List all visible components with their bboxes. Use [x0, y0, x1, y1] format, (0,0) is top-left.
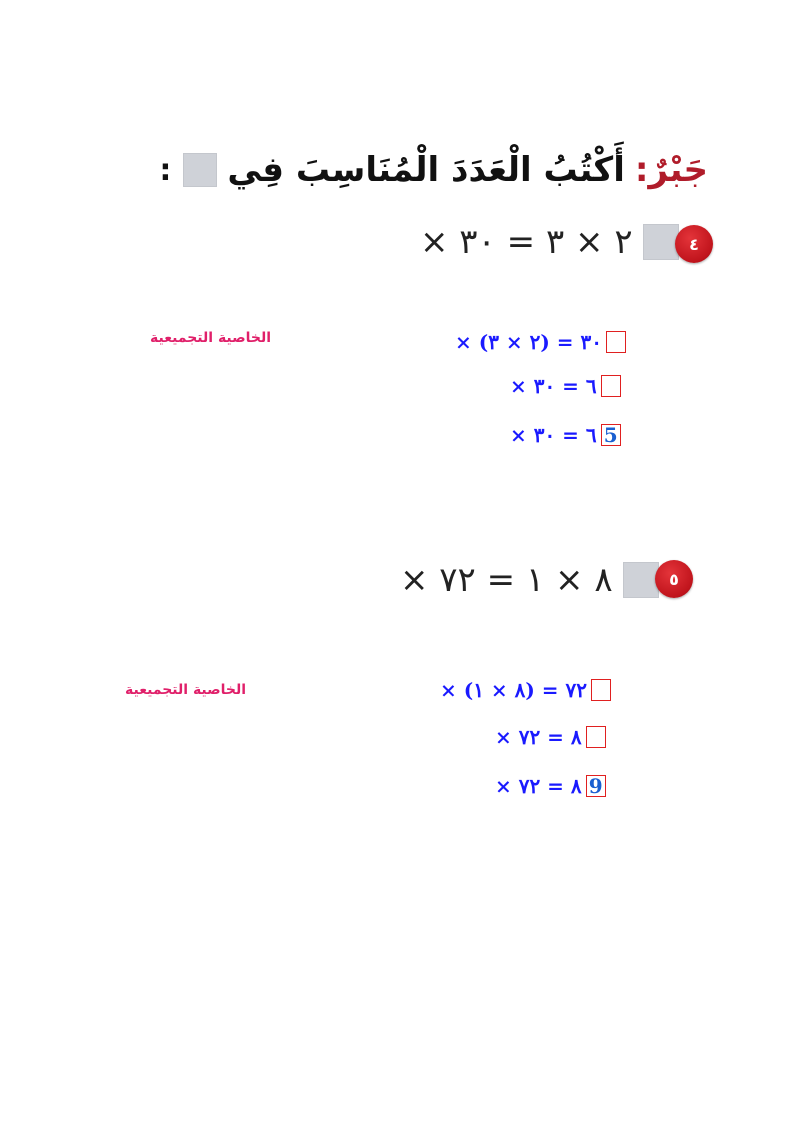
problem-4-equation — [420, 222, 679, 262]
solution-line — [510, 374, 621, 398]
blank-box-icon — [623, 562, 659, 598]
answer-box[interactable] — [601, 375, 621, 397]
answer-box[interactable]: 5 — [601, 424, 621, 446]
solution-line — [495, 774, 606, 798]
instruction-text: أَكْتُبُ الْعَدَدَ الْمُنَاسِبَ فِي — [227, 150, 625, 190]
blank-box-icon — [183, 153, 217, 187]
solution-text: × (٨ × ١) = ٧٢ — [440, 678, 588, 702]
answer-box[interactable]: 9 — [586, 775, 606, 797]
solution-line — [440, 678, 611, 702]
instruction-header — [159, 150, 708, 190]
property-label: الخاصية التجميعية — [150, 330, 272, 346]
solution-text: × ٨ = ٧٢ — [495, 725, 582, 749]
problem-number-badge: ٤ — [675, 225, 713, 263]
solution-text: × ٦ = ٣٠ — [510, 374, 597, 398]
answer-box[interactable] — [586, 726, 606, 748]
equation-text: × ٢ × ٣ = ٣٠ — [420, 222, 633, 262]
answer-box[interactable] — [606, 331, 626, 353]
problem-number-badge: ٥ — [655, 560, 693, 598]
blank-box-icon — [643, 224, 679, 260]
problem-5-equation — [400, 560, 659, 600]
solution-line — [455, 330, 626, 354]
solution-line — [510, 423, 621, 447]
algebra-label: جَبْرٌ: — [634, 150, 708, 190]
equation-text: × ٨ × ١ = ٧٢ — [400, 560, 613, 600]
solution-line — [495, 725, 606, 749]
solution-text: × ٨ = ٧٢ — [495, 774, 582, 798]
instruction-colon: : — [159, 152, 172, 188]
property-label: الخاصية التجميعية — [125, 682, 247, 698]
solution-text: × ٦ = ٣٠ — [510, 423, 597, 447]
solution-text: × (٢ × ٣) = ٣٠ — [455, 330, 603, 354]
answer-box[interactable] — [591, 679, 611, 701]
